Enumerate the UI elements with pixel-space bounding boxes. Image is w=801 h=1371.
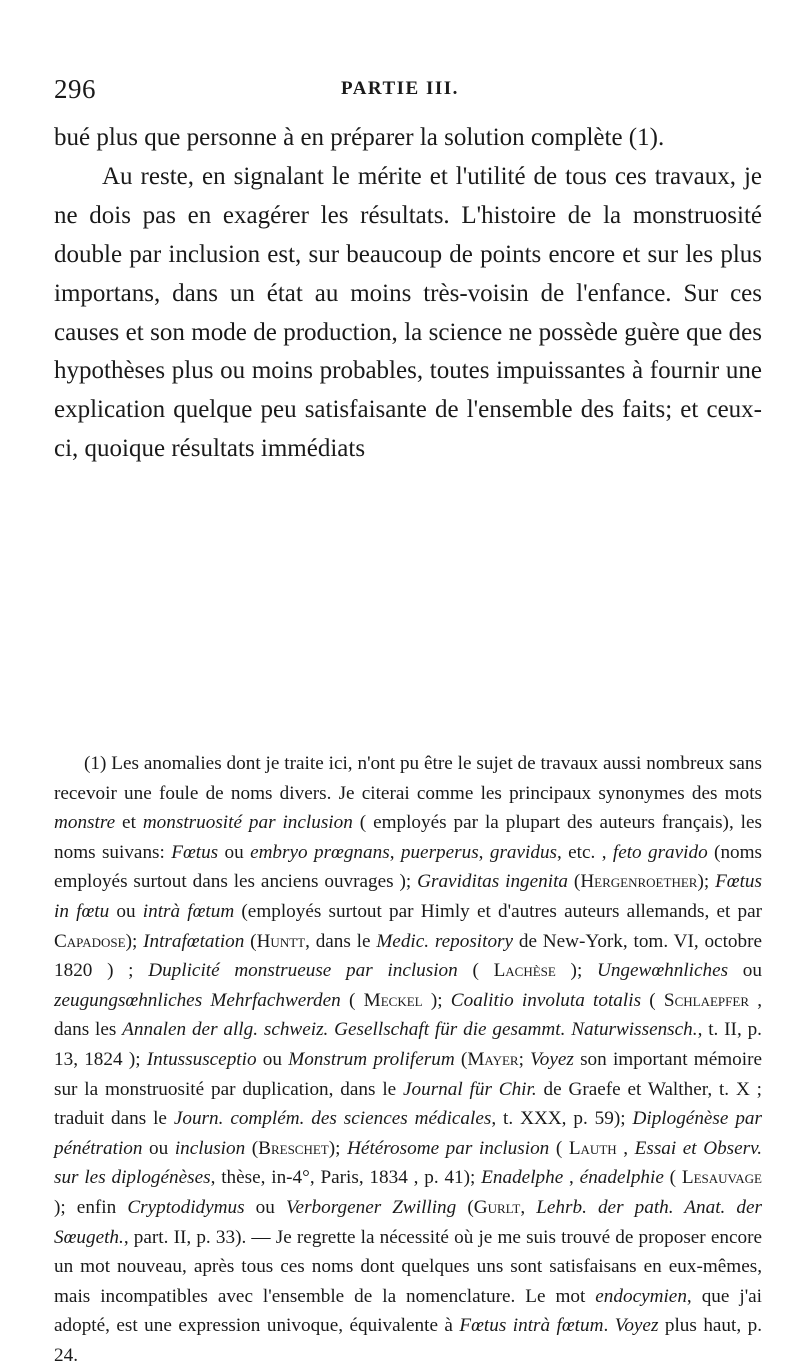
paragraph-body: Au reste, en signalant le mérite et l'utilité de tous ces travaux, je ne dois pas en exagérer les résultats. L'histoire de la monstruosité double par inclusion est, sur beaucoup de points encore et sur les plus importans, dans un état au moins très-voisin de l'enfance. Sur ces causes et son mode de production, la science ne possède guère que des hypothèses plus ou moins probables, toutes impuissantes à fournir une explication quelque peu satisfaisante de l'ensemble des faits; et ceux-ci, quoique résultats immédiats (54, 162, 762, 463)
paragraph-continuation: bué plus que personne à en préparer la solution complète (1). (54, 124, 665, 151)
page-header (54, 74, 761, 110)
main-text (54, 119, 762, 469)
footnote (54, 749, 762, 1370)
running-head: PARTIE III. (341, 78, 459, 99)
page-number: 296 (54, 74, 96, 104)
footnote-text: (1) Les anomalies dont je traite ici, n'ont pu être le sujet de travaux aussi nombreux sans recevoir une foule de noms divers. Je citerai comme les principaux synonymes des mots monstre et monstruosité par inclusion ( employés par la plupart des auteurs français), les noms suivans: Fœtus ou embryo prœgnans, puerperus, gravidus, etc. , feto gravido (noms employés surtout dans les anciens ouvrages ); Graviditas ingenita (Hergenroether); Fœtus in fœtu ou intrà fœtum (employés surtout par Himly et d'autres auteurs allemands, et par Capadose); Intrafœtation (Huntt, dans le Medic. repository de New-York, tom. VI, octobre 1820 ) ; Duplicité monstrueuse par inclusion ( Lachèse ); Ungewœhnliches ou zeugungsœhnliches Mehrfachwerden ( Meckel ); Coalitio involuta totalis ( Schlaepfer , dans les Annalen der allg. schweiz. Gesellschaft für die gesammt. Naturwissensch., t. II, p. 13, 1824 ); Intussusceptio ou Monstrum proliferum (Mayer; Voyez son important mémoire sur la monstruosité par duplication, dans le Journal für Chir. de Graefe et Walther, t. X ; traduit dans le Journ. complém. des sciences médicales, t. XXX, p. 59); Diplogénèse par pénétration ou inclusion (Breschet); Hétérosome par inclusion ( Lauth , Essai et Observ. sur les diplogénèses, thèse, in-4°, Paris, 1834 , p. 41); Enadelphe , énadelphie ( Lesauvage ); enfin Cryptodidymus ou Verborgener Zwilling (Gurlt, Lehrb. der path. Anat. der Sœugeth., part. II, p. 33). — Je regrette la nécessité où je me suis trouvé de proposer encore un mot nouveau, après tous ces noms dont quelques uns sont satisfaisans en eux-mêmes, mais incompatibles avec l'ensemble de la nomenclature. Le mot endocymien, que j'ai adopté, est une expression univoque, équivalente à Fœtus intrà fœtum. Voyez plus haut, p. 24. (54, 753, 763, 1366)
